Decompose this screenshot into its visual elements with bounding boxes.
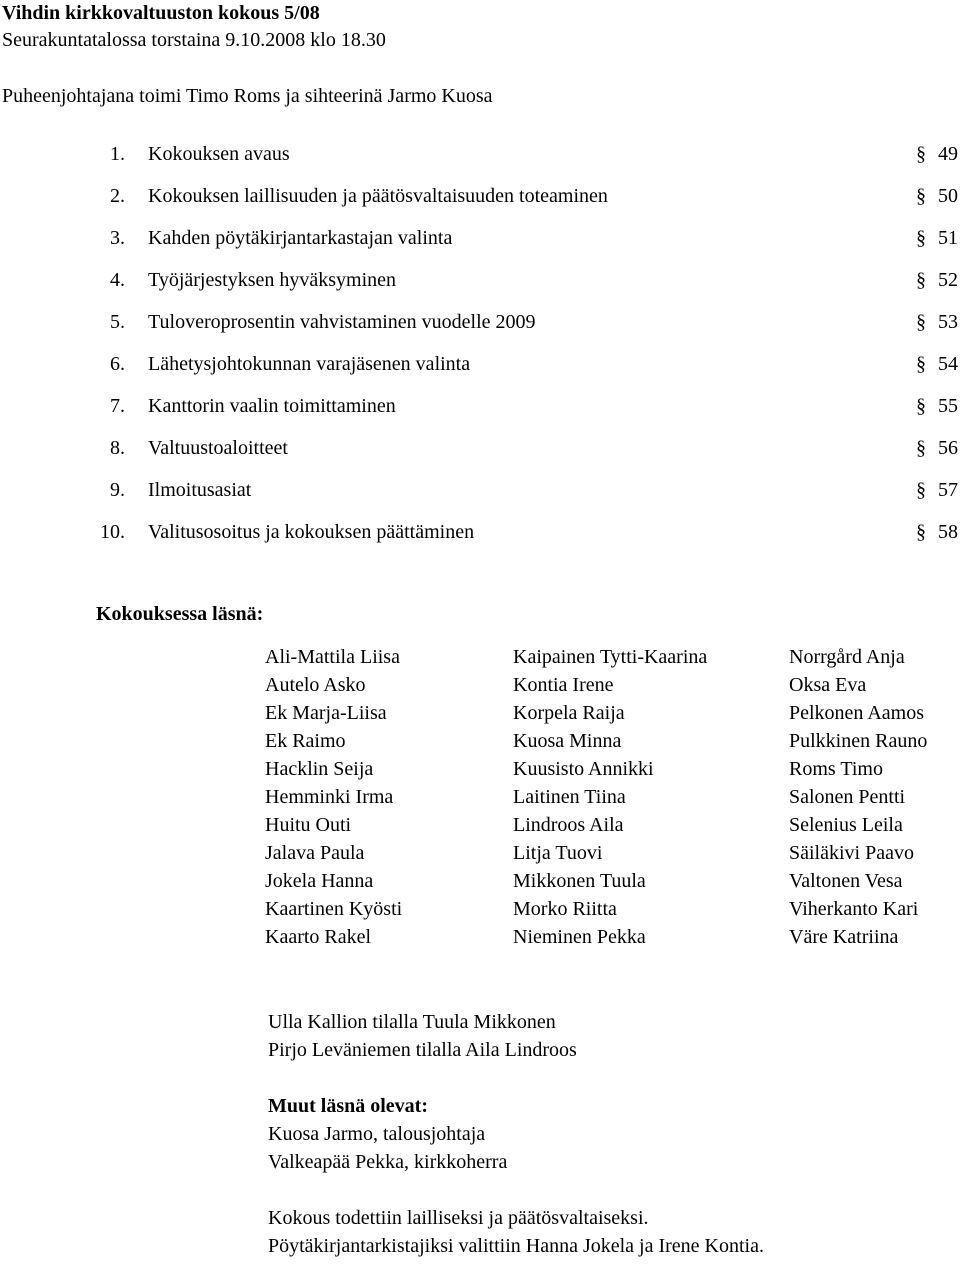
agenda-item <box>0 186 960 210</box>
section-number: 54 <box>938 353 958 375</box>
agenda-item <box>0 354 960 378</box>
agenda-text: Kahden pöytäkirjantarkastajan valinta <box>148 227 453 249</box>
attendee-name: Morko Riitta <box>513 898 617 920</box>
agenda-number: 2. <box>110 185 125 207</box>
attendee-name: Oksa Eva <box>789 674 867 696</box>
section-number: 50 <box>938 185 958 207</box>
section-number: 53 <box>938 311 958 333</box>
agenda-item <box>0 270 960 294</box>
agenda-section <box>916 228 958 248</box>
agenda-item <box>0 228 960 252</box>
attendee-name: Kaarto Rakel <box>265 926 372 948</box>
section-sign: § <box>916 353 926 375</box>
section-sign: § <box>916 437 926 459</box>
attendee-name: Ek Marja-Liisa <box>265 702 387 724</box>
section-number: 57 <box>938 479 958 501</box>
section-sign: § <box>916 311 926 333</box>
section-number: 56 <box>938 437 958 459</box>
attendee-name: Litja Tuovi <box>513 842 603 864</box>
others-present-heading: Muut läsnä olevat: <box>268 1095 428 1117</box>
attendee-name: Viherkanto Kari <box>789 898 919 920</box>
attendee-name: Selenius Leila <box>789 814 903 836</box>
section-sign: § <box>916 395 926 417</box>
section-number: 49 <box>938 143 958 165</box>
agenda-text: Valitusosoitus ja kokouksen päättäminen <box>148 521 475 543</box>
attendee-name: Kaipainen Tytti-Kaarina <box>513 646 708 668</box>
attendee-name: Norrgård Anja <box>789 646 905 668</box>
agenda-item <box>0 144 960 168</box>
attendee-name: Kuosa Minna <box>513 730 622 752</box>
attendee-name: Nieminen Pekka <box>513 926 646 948</box>
agenda-number: 5. <box>110 311 125 333</box>
agenda-item <box>0 312 960 336</box>
attendee-name: Jalava Paula <box>265 842 365 864</box>
agenda-text: Kokouksen laillisuuden ja päätösvaltaisuuden toteaminen <box>148 185 608 207</box>
attendee-name: Jokela Hanna <box>265 870 374 892</box>
others-present-item: Kuosa Jarmo, talousjohtaja <box>268 1123 486 1145</box>
attendee-name: Pelkonen Aamos <box>789 702 924 724</box>
section-sign: § <box>916 227 926 249</box>
agenda-section <box>916 270 958 290</box>
agenda-section <box>916 438 958 458</box>
substitute-line: Pirjo Leväniemen tilalla Aila Lindroos <box>268 1039 577 1061</box>
agenda-section <box>916 480 958 500</box>
section-number: 52 <box>938 269 958 291</box>
attendee-name: Lindroos Aila <box>513 814 624 836</box>
agenda-number: 9. <box>110 479 125 501</box>
attendance-heading: Kokouksessa läsnä: <box>96 603 264 625</box>
substitute-line: Ulla Kallion tilalla Tuula Mikkonen <box>268 1011 556 1033</box>
agenda-text: Valtuustoaloitteet <box>148 437 288 459</box>
section-number: 55 <box>938 395 958 417</box>
agenda-text: Työjärjestyksen hyväksyminen <box>148 269 396 291</box>
agenda-section <box>916 522 958 542</box>
meeting-chair: Puheenjohtajana toimi Timo Roms ja sihteerinä Jarmo Kuosa <box>2 85 493 107</box>
section-sign: § <box>916 521 926 543</box>
agenda-item <box>0 480 960 504</box>
attendee-name: Hemminki Irma <box>265 786 394 808</box>
section-sign: § <box>916 185 926 207</box>
attendee-name: Autelo Asko <box>265 674 366 696</box>
attendee-name: Ek Raimo <box>265 730 346 752</box>
agenda-section <box>916 312 958 332</box>
agenda-item <box>0 438 960 462</box>
attendee-name: Valtonen Vesa <box>789 870 903 892</box>
agenda-section <box>916 186 958 206</box>
attendee-name: Kaartinen Kyösti <box>265 898 403 920</box>
attendee-name: Laitinen Tiina <box>513 786 626 808</box>
agenda-text: Kokouksen avaus <box>148 143 290 165</box>
agenda-number: 8. <box>110 437 125 459</box>
agenda-section <box>916 396 958 416</box>
others-present-block <box>268 1096 507 1180</box>
agenda-section <box>916 354 958 374</box>
attendee-name: Korpela Raija <box>513 702 625 724</box>
agenda-number: 6. <box>110 353 125 375</box>
attendee-name: Mikkonen Tuula <box>513 870 646 892</box>
section-sign: § <box>916 143 926 165</box>
attendee-column-2 <box>513 647 707 955</box>
section-sign: § <box>916 479 926 501</box>
closing-line: Kokous todettiin lailliseksi ja päätösvaltaiseksi. <box>268 1207 649 1229</box>
agenda-text: Tuloveroprosentin vahvistaminen vuodelle 2009 <box>148 311 536 333</box>
attendee-name: Kuusisto Annikki <box>513 758 654 780</box>
agenda-number: 1. <box>110 143 125 165</box>
attendee-name: Hacklin Seija <box>265 758 374 780</box>
page-title: Vihdin kirkkovaltuuston kokous 5/08 <box>2 2 320 24</box>
attendee-name: Salonen Pentti <box>789 786 906 808</box>
agenda-number: 10. <box>100 521 125 543</box>
attendee-name: Ali-Mattila Liisa <box>265 646 400 668</box>
closing-line: Pöytäkirjantarkistajiksi valittiin Hanna Jokela ja Irene Kontia. <box>268 1235 764 1257</box>
attendee-name: Roms Timo <box>789 758 883 780</box>
section-number: 51 <box>938 227 958 249</box>
attendee-name: Säiläkivi Paavo <box>789 842 914 864</box>
attendee-name: Huitu Outi <box>265 814 352 836</box>
attendee-column-1 <box>265 647 402 955</box>
section-sign: § <box>916 269 926 291</box>
agenda-item <box>0 396 960 420</box>
section-number: 58 <box>938 521 958 543</box>
attendee-name: Pulkkinen Rauno <box>789 730 928 752</box>
agenda-number: 4. <box>110 269 125 291</box>
agenda-text: Kanttorin vaalin toimittaminen <box>148 395 396 417</box>
agenda-item <box>0 522 960 546</box>
agenda-number: 7. <box>110 395 125 417</box>
attendee-name: Kontia Irene <box>513 674 614 696</box>
closing-block <box>268 1208 764 1264</box>
agenda-text: Ilmoitusasiat <box>148 479 252 501</box>
others-present-item: Valkeapää Pekka, kirkkoherra <box>268 1151 508 1173</box>
agenda-text: Lähetysjohtokunnan varajäsenen valinta <box>148 353 471 375</box>
agenda-section <box>916 144 958 164</box>
agenda-number: 3. <box>110 227 125 249</box>
meeting-venue: Seurakuntatalossa torstaina 9.10.2008 klo 18.30 <box>2 29 386 51</box>
attendee-column-3 <box>789 647 927 955</box>
attendee-name: Väre Katriina <box>789 926 899 948</box>
substitutes-block <box>268 1012 577 1068</box>
